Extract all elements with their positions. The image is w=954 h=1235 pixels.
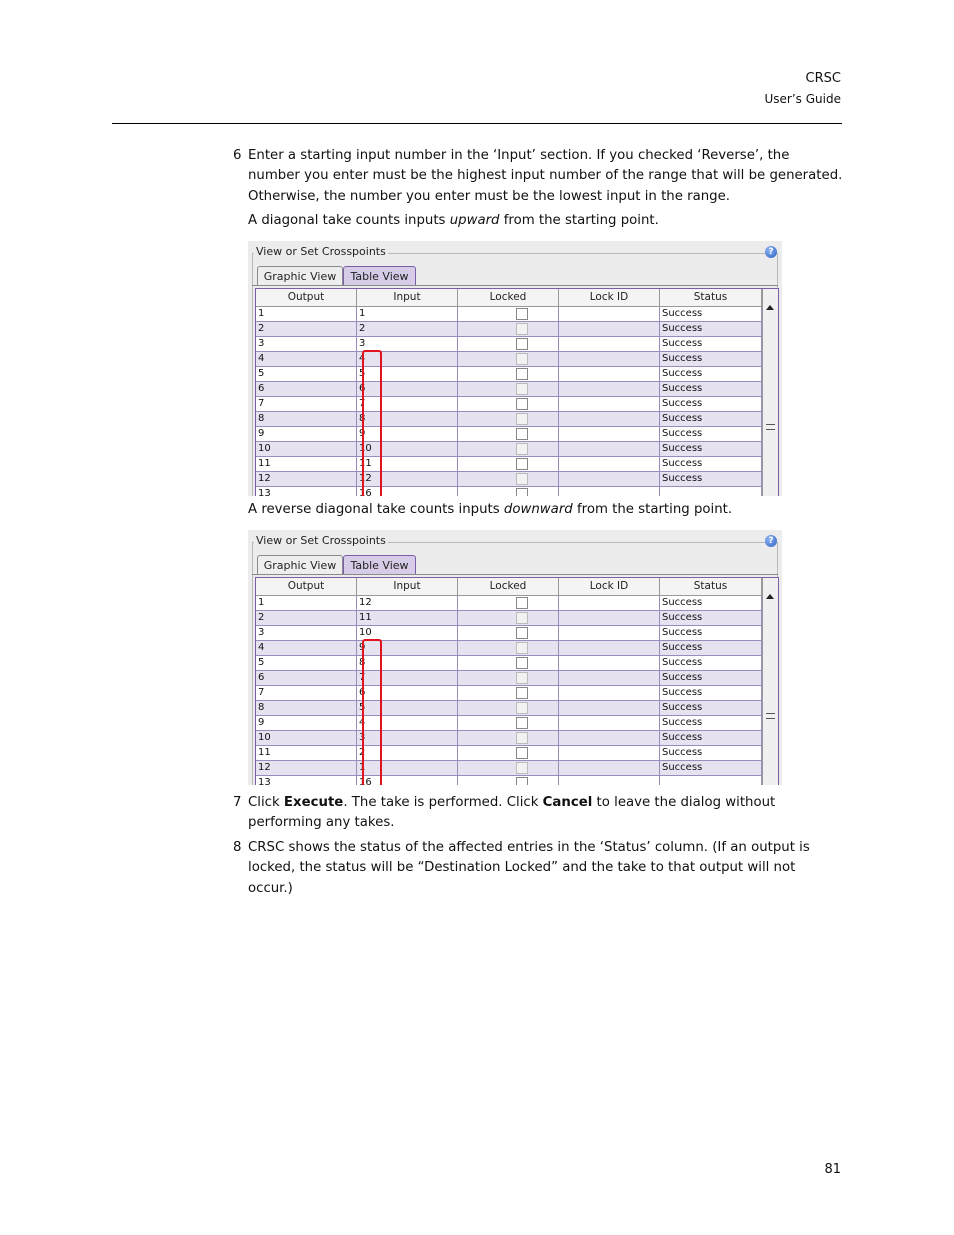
diagonal-note-pre: A diagonal take counts inputs <box>248 213 450 228</box>
groupbox-border-left <box>252 542 253 785</box>
locked-cell <box>458 746 559 760</box>
input-cell[interactable]: 11 <box>357 611 458 625</box>
column-header-locked[interactable]: Locked <box>458 289 559 306</box>
locked-cell <box>458 656 559 670</box>
lock-id-cell <box>559 596 660 610</box>
table-row[interactable] <box>256 626 762 641</box>
status-cell: Success <box>660 307 762 321</box>
lock-id-cell <box>559 442 660 456</box>
column-header-lock-id[interactable]: Lock ID <box>559 578 660 595</box>
table-row[interactable] <box>256 716 762 731</box>
crosspoints-panel-reverse <box>248 530 782 785</box>
locked-checkbox[interactable] <box>516 642 528 654</box>
lock-id-cell <box>559 686 660 700</box>
input-cell[interactable]: 1 <box>357 307 458 321</box>
step-6-text: Enter a starting input number in the ‘Input’ section. If you checked ‘Reverse’, the number you enter must be the highest input number of the range that will be generated. Otherwise, the number you enter must be the lowest input in the range. <box>248 148 843 204</box>
output-cell: 4 <box>256 641 357 655</box>
input-cell[interactable]: 1 <box>357 761 458 775</box>
output-cell: 1 <box>256 307 357 321</box>
status-cell: Success <box>660 457 762 471</box>
column-header-output[interactable]: Output <box>256 578 357 595</box>
locked-checkbox[interactable] <box>516 627 528 639</box>
status-cell: Success <box>660 322 762 336</box>
table-row[interactable] <box>256 397 762 412</box>
input-cell[interactable]: 2 <box>357 746 458 760</box>
locked-cell <box>458 731 559 745</box>
status-cell: Success <box>660 671 762 685</box>
reverse-diagonal-note <box>248 500 844 520</box>
lock-id-cell <box>559 487 660 496</box>
scroll-up-icon[interactable] <box>766 305 774 310</box>
table-row[interactable] <box>256 671 762 686</box>
output-cell: 3 <box>256 626 357 640</box>
status-cell: Success <box>660 701 762 715</box>
locked-cell <box>458 322 559 336</box>
lock-id-cell <box>559 412 660 426</box>
locked-checkbox[interactable] <box>516 428 528 440</box>
input-cell[interactable]: 10 <box>357 442 458 456</box>
locked-checkbox[interactable] <box>516 368 528 380</box>
crosspoint-table <box>255 288 779 496</box>
locked-cell <box>458 487 559 496</box>
locked-cell <box>458 641 559 655</box>
table-row[interactable] <box>256 472 762 487</box>
table-row[interactable] <box>256 322 762 337</box>
output-cell: 11 <box>256 746 357 760</box>
input-cell[interactable]: 7 <box>357 671 458 685</box>
input-cell[interactable]: 2 <box>357 322 458 336</box>
column-header-lock-id[interactable]: Lock ID <box>559 289 660 306</box>
locked-cell <box>458 671 559 685</box>
status-cell: Success <box>660 656 762 670</box>
locked-checkbox[interactable] <box>516 687 528 699</box>
status-cell: Success <box>660 397 762 411</box>
status-cell: Success <box>660 716 762 730</box>
input-cell[interactable]: 9 <box>357 641 458 655</box>
locked-cell <box>458 352 559 366</box>
locked-cell <box>458 412 559 426</box>
lock-id-cell <box>559 337 660 351</box>
status-cell: Success <box>660 641 762 655</box>
locked-checkbox[interactable] <box>516 747 528 759</box>
reverse-note-em: downward <box>503 502 573 517</box>
lock-id-cell <box>559 626 660 640</box>
input-cell[interactable]: 7 <box>357 397 458 411</box>
table-row[interactable] <box>256 427 762 442</box>
vertical-scrollbar[interactable] <box>762 578 778 785</box>
locked-checkbox[interactable] <box>516 657 528 669</box>
output-cell: 2 <box>256 611 357 625</box>
vertical-scrollbar[interactable] <box>762 289 778 496</box>
input-cell[interactable]: 4 <box>357 352 458 366</box>
table-row[interactable] <box>256 337 762 352</box>
crosspoint-table <box>255 577 779 785</box>
locked-cell <box>458 472 559 486</box>
table-row[interactable] <box>256 382 762 397</box>
help-icon[interactable]: ? <box>765 535 777 547</box>
tab-table-view[interactable]: Table View <box>343 266 416 286</box>
locked-checkbox[interactable] <box>516 323 528 335</box>
status-cell: Success <box>660 596 762 610</box>
step-7-number: 7 <box>233 795 242 810</box>
input-cell[interactable]: 4 <box>357 716 458 730</box>
input-highlight-box <box>362 639 382 785</box>
lock-id-cell <box>559 776 660 785</box>
locked-checkbox[interactable] <box>516 732 528 744</box>
lock-id-cell <box>559 656 660 670</box>
crosspoints-panel-diagonal <box>248 241 782 496</box>
output-cell: 9 <box>256 427 357 441</box>
output-cell: 6 <box>256 671 357 685</box>
output-cell: 11 <box>256 457 357 471</box>
locked-checkbox[interactable] <box>516 338 528 350</box>
diagonal-note-post: from the starting point. <box>499 213 659 228</box>
locked-cell <box>458 626 559 640</box>
locked-cell <box>458 611 559 625</box>
table-row[interactable] <box>256 412 762 427</box>
status-cell: Success <box>660 761 762 775</box>
status-cell: Success <box>660 626 762 640</box>
input-cell[interactable]: 6 <box>357 382 458 396</box>
step-7-pre: Click <box>248 795 284 810</box>
running-header-subtitle: User’s Guide <box>764 92 841 106</box>
output-cell: 12 <box>256 761 357 775</box>
status-cell: Success <box>660 731 762 745</box>
status-cell: Success <box>660 746 762 760</box>
lock-id-cell <box>559 472 660 486</box>
scroll-up-icon[interactable] <box>766 594 774 599</box>
reverse-note-post: from the starting point. <box>572 502 733 517</box>
input-cell[interactable]: 11 <box>357 457 458 471</box>
locked-cell <box>458 596 559 610</box>
locked-checkbox[interactable] <box>516 413 528 425</box>
step-7-mid: . The take is performed. Click <box>343 795 543 810</box>
locked-cell <box>458 382 559 396</box>
column-header-input[interactable]: Input <box>357 578 458 595</box>
lock-id-cell <box>559 352 660 366</box>
locked-cell <box>458 427 559 441</box>
locked-checkbox[interactable] <box>516 443 528 455</box>
table-row[interactable] <box>256 686 762 701</box>
table-row[interactable] <box>256 761 762 776</box>
locked-checkbox[interactable] <box>516 398 528 410</box>
locked-checkbox[interactable] <box>516 702 528 714</box>
running-header-title: CRSC <box>805 71 841 86</box>
locked-checkbox[interactable] <box>516 353 528 365</box>
column-header-status[interactable]: Status <box>660 578 762 595</box>
table-row[interactable] <box>256 701 762 716</box>
lock-id-cell <box>559 611 660 625</box>
lock-id-cell <box>559 641 660 655</box>
output-cell: 7 <box>256 686 357 700</box>
locked-checkbox[interactable] <box>516 762 528 774</box>
output-cell: 8 <box>256 701 357 715</box>
lock-id-cell <box>559 746 660 760</box>
input-cell[interactable]: 12 <box>357 472 458 486</box>
input-cell[interactable]: 5 <box>357 701 458 715</box>
output-cell: 7 <box>256 397 357 411</box>
diagonal-note-em: upward <box>449 213 500 228</box>
table-header <box>256 578 762 596</box>
output-cell: 10 <box>256 731 357 745</box>
lock-id-cell <box>559 427 660 441</box>
input-cell[interactable]: 10 <box>357 626 458 640</box>
output-cell: 9 <box>256 716 357 730</box>
table-row[interactable] <box>256 307 762 322</box>
step-7-post: to leave the dialog without performing any takes. <box>248 795 776 831</box>
status-cell: Success <box>660 367 762 381</box>
step-7-text <box>248 793 844 834</box>
locked-checkbox[interactable] <box>516 308 528 320</box>
step-8-number: 8 <box>233 840 242 855</box>
lock-id-cell <box>559 367 660 381</box>
locked-checkbox[interactable] <box>516 777 528 785</box>
column-header-input[interactable]: Input <box>357 289 458 306</box>
output-cell: 8 <box>256 412 357 426</box>
status-cell: Success <box>660 611 762 625</box>
table-row[interactable] <box>256 442 762 457</box>
cancel-term: Cancel <box>542 795 593 810</box>
table-row[interactable] <box>256 367 762 382</box>
output-cell: 13 <box>256 776 357 785</box>
table-row[interactable] <box>256 457 762 472</box>
tab-graphic-view[interactable]: Graphic View <box>257 555 343 575</box>
tab-divider <box>252 285 778 286</box>
locked-checkbox[interactable] <box>516 488 528 496</box>
locked-cell <box>458 307 559 321</box>
status-cell: Success <box>660 686 762 700</box>
groupbox-border-left <box>252 253 253 496</box>
output-cell: 13 <box>256 487 357 496</box>
output-cell: 12 <box>256 472 357 486</box>
output-cell: 5 <box>256 656 357 670</box>
header-rule <box>112 123 842 124</box>
lock-id-cell <box>559 457 660 471</box>
table-row[interactable] <box>256 731 762 746</box>
input-cell[interactable]: 12 <box>357 596 458 610</box>
tab-divider <box>252 574 778 575</box>
page-number: 81 <box>824 1162 841 1177</box>
locked-cell <box>458 776 559 785</box>
locked-cell <box>458 397 559 411</box>
column-header-status[interactable]: Status <box>660 289 762 306</box>
lock-id-cell <box>559 716 660 730</box>
status-cell: Success <box>660 442 762 456</box>
table-header <box>256 289 762 307</box>
status-cell: Success <box>660 337 762 351</box>
input-cell[interactable]: 16 <box>357 776 458 785</box>
input-cell[interactable]: 8 <box>357 656 458 670</box>
status-cell <box>660 776 762 785</box>
lock-id-cell <box>559 397 660 411</box>
locked-cell <box>458 367 559 381</box>
lock-id-cell <box>559 671 660 685</box>
step-8-text: CRSC shows the status of the affected entries in the ‘Status’ column. (If an output is locked, the status will be “Destination Locked” and the take to that output will not occur.) <box>248 840 810 896</box>
locked-checkbox[interactable] <box>516 383 528 395</box>
table-row[interactable] <box>256 596 762 611</box>
table-row[interactable] <box>256 656 762 671</box>
output-cell: 4 <box>256 352 357 366</box>
table-row[interactable] <box>256 776 762 785</box>
lock-id-cell <box>559 307 660 321</box>
tab-graphic-view[interactable]: Graphic View <box>257 266 343 286</box>
input-cell[interactable]: 8 <box>357 412 458 426</box>
input-cell[interactable]: 5 <box>357 367 458 381</box>
locked-cell <box>458 337 559 351</box>
panel-legend: View or Set Crosspoints <box>256 245 386 258</box>
table-row[interactable] <box>256 641 762 656</box>
status-cell: Success <box>660 412 762 426</box>
input-highlight-box <box>362 350 382 496</box>
table-body <box>256 596 762 785</box>
lock-id-cell <box>559 731 660 745</box>
locked-checkbox[interactable] <box>516 612 528 624</box>
locked-cell <box>458 761 559 775</box>
input-cell[interactable]: 3 <box>357 731 458 745</box>
output-cell: 3 <box>256 337 357 351</box>
reverse-note-pre: A reverse diagonal take counts inputs <box>248 502 504 517</box>
locked-checkbox[interactable] <box>516 672 528 684</box>
input-cell[interactable]: 9 <box>357 427 458 441</box>
locked-cell <box>458 701 559 715</box>
locked-checkbox[interactable] <box>516 597 528 609</box>
locked-checkbox[interactable] <box>516 473 528 485</box>
table-row[interactable] <box>256 487 762 496</box>
execute-term: Execute <box>283 795 344 810</box>
scroll-grip-icon[interactable] <box>766 713 775 719</box>
locked-checkbox[interactable] <box>516 458 528 470</box>
status-cell: Success <box>660 427 762 441</box>
locked-cell <box>458 457 559 471</box>
column-header-locked[interactable]: Locked <box>458 578 559 595</box>
status-cell: Success <box>660 472 762 486</box>
locked-cell <box>458 442 559 456</box>
locked-cell <box>458 686 559 700</box>
status-cell: Success <box>660 352 762 366</box>
table-row[interactable] <box>256 352 762 367</box>
diagonal-note <box>248 211 844 231</box>
table-row[interactable] <box>256 611 762 626</box>
help-icon[interactable]: ? <box>765 246 777 258</box>
output-cell: 1 <box>256 596 357 610</box>
output-cell: 2 <box>256 322 357 336</box>
lock-id-cell <box>559 322 660 336</box>
input-cell[interactable]: 16 <box>357 487 458 496</box>
input-cell[interactable]: 6 <box>357 686 458 700</box>
table-body <box>256 307 762 496</box>
output-cell: 6 <box>256 382 357 396</box>
output-cell: 5 <box>256 367 357 381</box>
input-cell[interactable]: 3 <box>357 337 458 351</box>
locked-cell <box>458 716 559 730</box>
status-cell <box>660 487 762 496</box>
output-cell: 10 <box>256 442 357 456</box>
panel-legend: View or Set Crosspoints <box>256 534 386 547</box>
status-cell: Success <box>660 382 762 396</box>
scroll-grip-icon[interactable] <box>766 424 775 430</box>
lock-id-cell <box>559 701 660 715</box>
column-header-output[interactable]: Output <box>256 289 357 306</box>
step-6-number: 6 <box>233 148 242 163</box>
locked-checkbox[interactable] <box>516 717 528 729</box>
lock-id-cell <box>559 761 660 775</box>
tab-table-view[interactable]: Table View <box>343 555 416 575</box>
lock-id-cell <box>559 382 660 396</box>
table-row[interactable] <box>256 746 762 761</box>
